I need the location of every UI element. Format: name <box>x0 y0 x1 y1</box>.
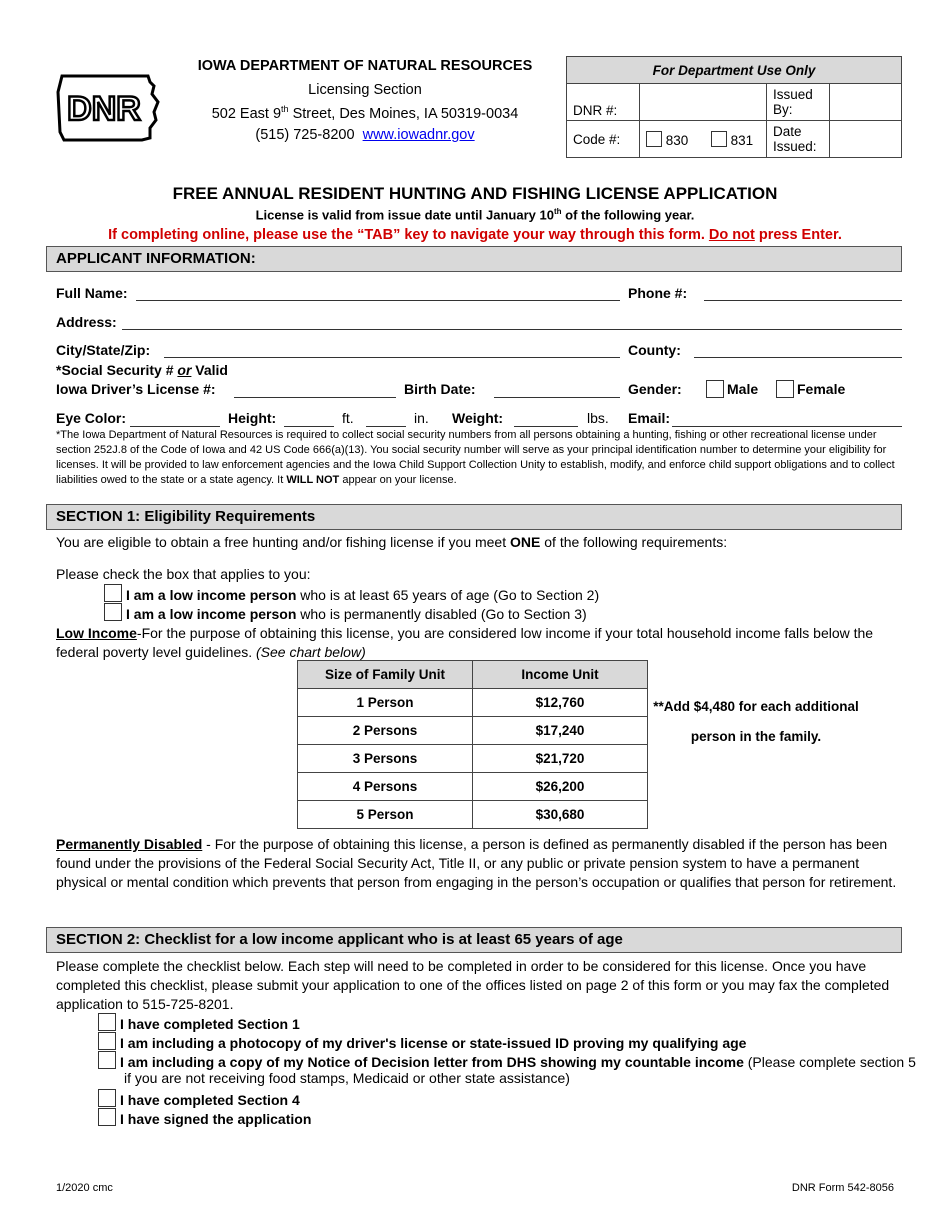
date-issued-label: Date Issued: <box>767 121 830 158</box>
family-size-cell: 4 Persons <box>298 773 473 801</box>
income-header: Income Unit <box>473 661 648 689</box>
table-row <box>298 801 648 829</box>
issued-by-field[interactable] <box>830 84 902 121</box>
inches-unit: in. <box>414 410 429 426</box>
applicant-information-heading: APPLICANT INFORMATION: <box>46 246 902 272</box>
feet-unit: ft. <box>342 410 354 426</box>
income-cell: $21,720 <box>473 745 648 773</box>
agency-address: 502 East 9th Street, Des Moines, IA 50319-0034 <box>211 104 519 122</box>
code-831-checkbox[interactable] <box>711 131 727 147</box>
birth-date-label: Birth Date: <box>404 381 476 397</box>
checklist-checkbox[interactable] <box>98 1108 116 1126</box>
checklist-item: I have completed Section 4 <box>98 1089 300 1108</box>
table-row <box>298 689 648 717</box>
low-income-disabled-checkbox[interactable] <box>104 603 122 621</box>
website-link[interactable]: www.iowadnr.gov <box>362 127 475 143</box>
family-size-cell: 3 Persons <box>298 745 473 773</box>
dnr-number-field[interactable] <box>640 84 767 121</box>
male-label: Male <box>727 381 759 397</box>
family-size-header: Size of Family Unit <box>298 661 473 689</box>
code-830-checkbox[interactable] <box>646 131 662 147</box>
county-field[interactable] <box>694 357 902 358</box>
licensing-section: Licensing Section <box>308 82 422 98</box>
ssn-label-line1: *Social Security # or Valid <box>56 362 228 378</box>
section2-heading: SECTION 2: Checklist for a low income applicant who is at least 65 years of age <box>46 927 902 953</box>
table-row <box>298 745 648 773</box>
checklist-checkbox[interactable] <box>98 1089 116 1107</box>
full-name-label: Full Name: <box>56 285 128 301</box>
height-label: Height: <box>228 410 277 426</box>
checklist-checkbox[interactable] <box>98 1013 116 1031</box>
phone-label: Phone #: <box>628 285 688 301</box>
birth-date-field[interactable] <box>494 397 620 398</box>
address-field[interactable] <box>122 329 902 330</box>
footer-revision: 1/2020 cmc <box>56 1182 113 1194</box>
female-label: Female <box>797 381 846 397</box>
income-cell: $12,760 <box>473 689 648 717</box>
county-label: County: <box>628 342 681 358</box>
eligibility-intro: You are eligible to obtain a free hunting and/or fishing license if you meet ONE of the following requirements: <box>56 534 728 550</box>
code-label: Code #: <box>567 121 640 158</box>
email-field[interactable] <box>672 426 902 427</box>
family-size-cell: 5 Person <box>298 801 473 829</box>
income-cell: $26,200 <box>473 773 648 801</box>
checklist-item: I am including a photocopy of my driver's license or state-issued ID proving my qualifying age <box>98 1032 746 1051</box>
footer-form-number: DNR Form 542-8056 <box>791 1182 894 1194</box>
income-cell: $30,680 <box>473 801 648 829</box>
weight-field[interactable] <box>514 426 578 427</box>
table-row <box>298 717 648 745</box>
height-inches-field[interactable] <box>366 426 406 427</box>
eye-color-field[interactable] <box>130 426 220 427</box>
female-checkbox[interactable] <box>776 380 794 398</box>
city-state-zip-label: City/State/Zip: <box>56 342 151 358</box>
weight-label: Weight: <box>452 410 504 426</box>
phone-field[interactable] <box>704 300 902 301</box>
ssn-license-field[interactable] <box>234 397 396 398</box>
table-row <box>298 773 648 801</box>
agency-phone: (515) 725-8200 <box>255 127 355 143</box>
form-title: FREE ANNUAL RESIDENT HUNTING AND FISHING LICENSE APPLICATION <box>172 184 778 203</box>
checklist-checkbox[interactable] <box>98 1051 116 1069</box>
agency-contact <box>170 127 560 143</box>
address-label: Address: <box>56 314 117 330</box>
full-name-field[interactable] <box>136 300 620 301</box>
eye-color-label: Eye Color: <box>56 410 127 426</box>
ssn-disclaimer: *The Iowa Department of Natural Resources is required to collect social security numbers from all persons obtaining a hunting, fishing or other recreational license under section 252J.8 of the Code of Iowa and 42 US Code 666(a)(13). You social security number will serve as your principal identification number to determine your eligibility for licenses. It will be provided to law enforcement agencies and the Iowa Child Support Collection Unity to establish, modify, and enforce child support obligations and to collect liabilities owed to the state or a state agency. It WILL NOT appear on your license. <box>56 429 895 486</box>
checklist-item-continuation: if you are not receiving food stamps, Medicaid or other state assistance) <box>124 1070 570 1086</box>
additional-person-note-line1: **Add $4,480 for each additional <box>653 699 859 714</box>
checklist-item: I am including a copy of my Notice of Decision letter from DHS showing my countable income (Please complete section 5 <box>98 1051 916 1070</box>
low-income-definition: Low Income-For the purpose of obtaining this license, you are considered low income if your total household income falls below the federal poverty level guidelines. (See chart below) <box>56 625 874 660</box>
height-feet-field[interactable] <box>284 426 334 427</box>
low-income-65-checkbox[interactable] <box>104 584 122 602</box>
iowa-state-outline-icon <box>54 72 162 144</box>
family-size-cell: 2 Persons <box>298 717 473 745</box>
income-table <box>297 660 648 829</box>
gender-label: Gender: <box>628 381 682 397</box>
online-warning: If completing online, please use the “TAB” key to navigate your way through this form. Do not press Enter. <box>108 227 842 243</box>
dept-use-title: For Department Use Only <box>567 57 902 84</box>
option-low-income-disabled: I am a low income person who is permanently disabled (Go to Section 3) <box>104 603 587 622</box>
check-prompt: Please check the box that applies to you: <box>56 566 311 582</box>
male-checkbox[interactable] <box>706 380 724 398</box>
code-options: 830 831 <box>640 121 767 158</box>
issued-by-label: Issued By: <box>767 84 830 121</box>
income-cell: $17,240 <box>473 717 648 745</box>
email-label: Email: <box>628 410 671 426</box>
checklist-checkbox[interactable] <box>98 1032 116 1050</box>
permanently-disabled-definition: Permanently Disabled - For the purpose of obtaining this license, a person is defined as permanently disabled if the person has been found under the provisions of the Federal Social Security Act, Title II, or any public or private pension system to have a permanent physical or mental condition which prevents that person from engaging in the person’s occupation or qualifies that person for retirement. <box>56 836 897 890</box>
pounds-unit: lbs. <box>587 410 609 426</box>
additional-person-note-line2: person in the family. <box>690 729 822 744</box>
validity-note: License is valid from issue date until January 10th of the following year. <box>255 207 695 223</box>
ssn-label-line2: Iowa Driver’s License #: <box>56 381 216 397</box>
svg-text:DNR: DNR <box>67 90 141 128</box>
dnr-logo <box>54 72 162 144</box>
section1-heading: SECTION 1: Eligibility Requirements <box>46 504 902 530</box>
date-issued-field[interactable] <box>830 121 902 158</box>
department-use-table <box>566 56 902 158</box>
option-low-income-65: I am a low income person who is at least 65 years of age (Go to Section 2) <box>104 584 599 603</box>
agency-name: IOWA DEPARTMENT OF NATURAL RESOURCES <box>197 58 533 74</box>
checklist-item: I have signed the application <box>98 1108 311 1127</box>
dnr-number-label: DNR #: <box>567 84 640 121</box>
family-size-cell: 1 Person <box>298 689 473 717</box>
checklist-intro: Please complete the checklist below. Each step will need to be completed in order to be considered for this license. Once you have completed this checklist, please submit your application to one of the offices listed on page 2 of this form or you may fax the completed application to 515-725-8201. <box>56 958 890 1012</box>
checklist-item: I have completed Section 1 <box>98 1013 300 1032</box>
city-state-zip-field[interactable] <box>164 357 620 358</box>
